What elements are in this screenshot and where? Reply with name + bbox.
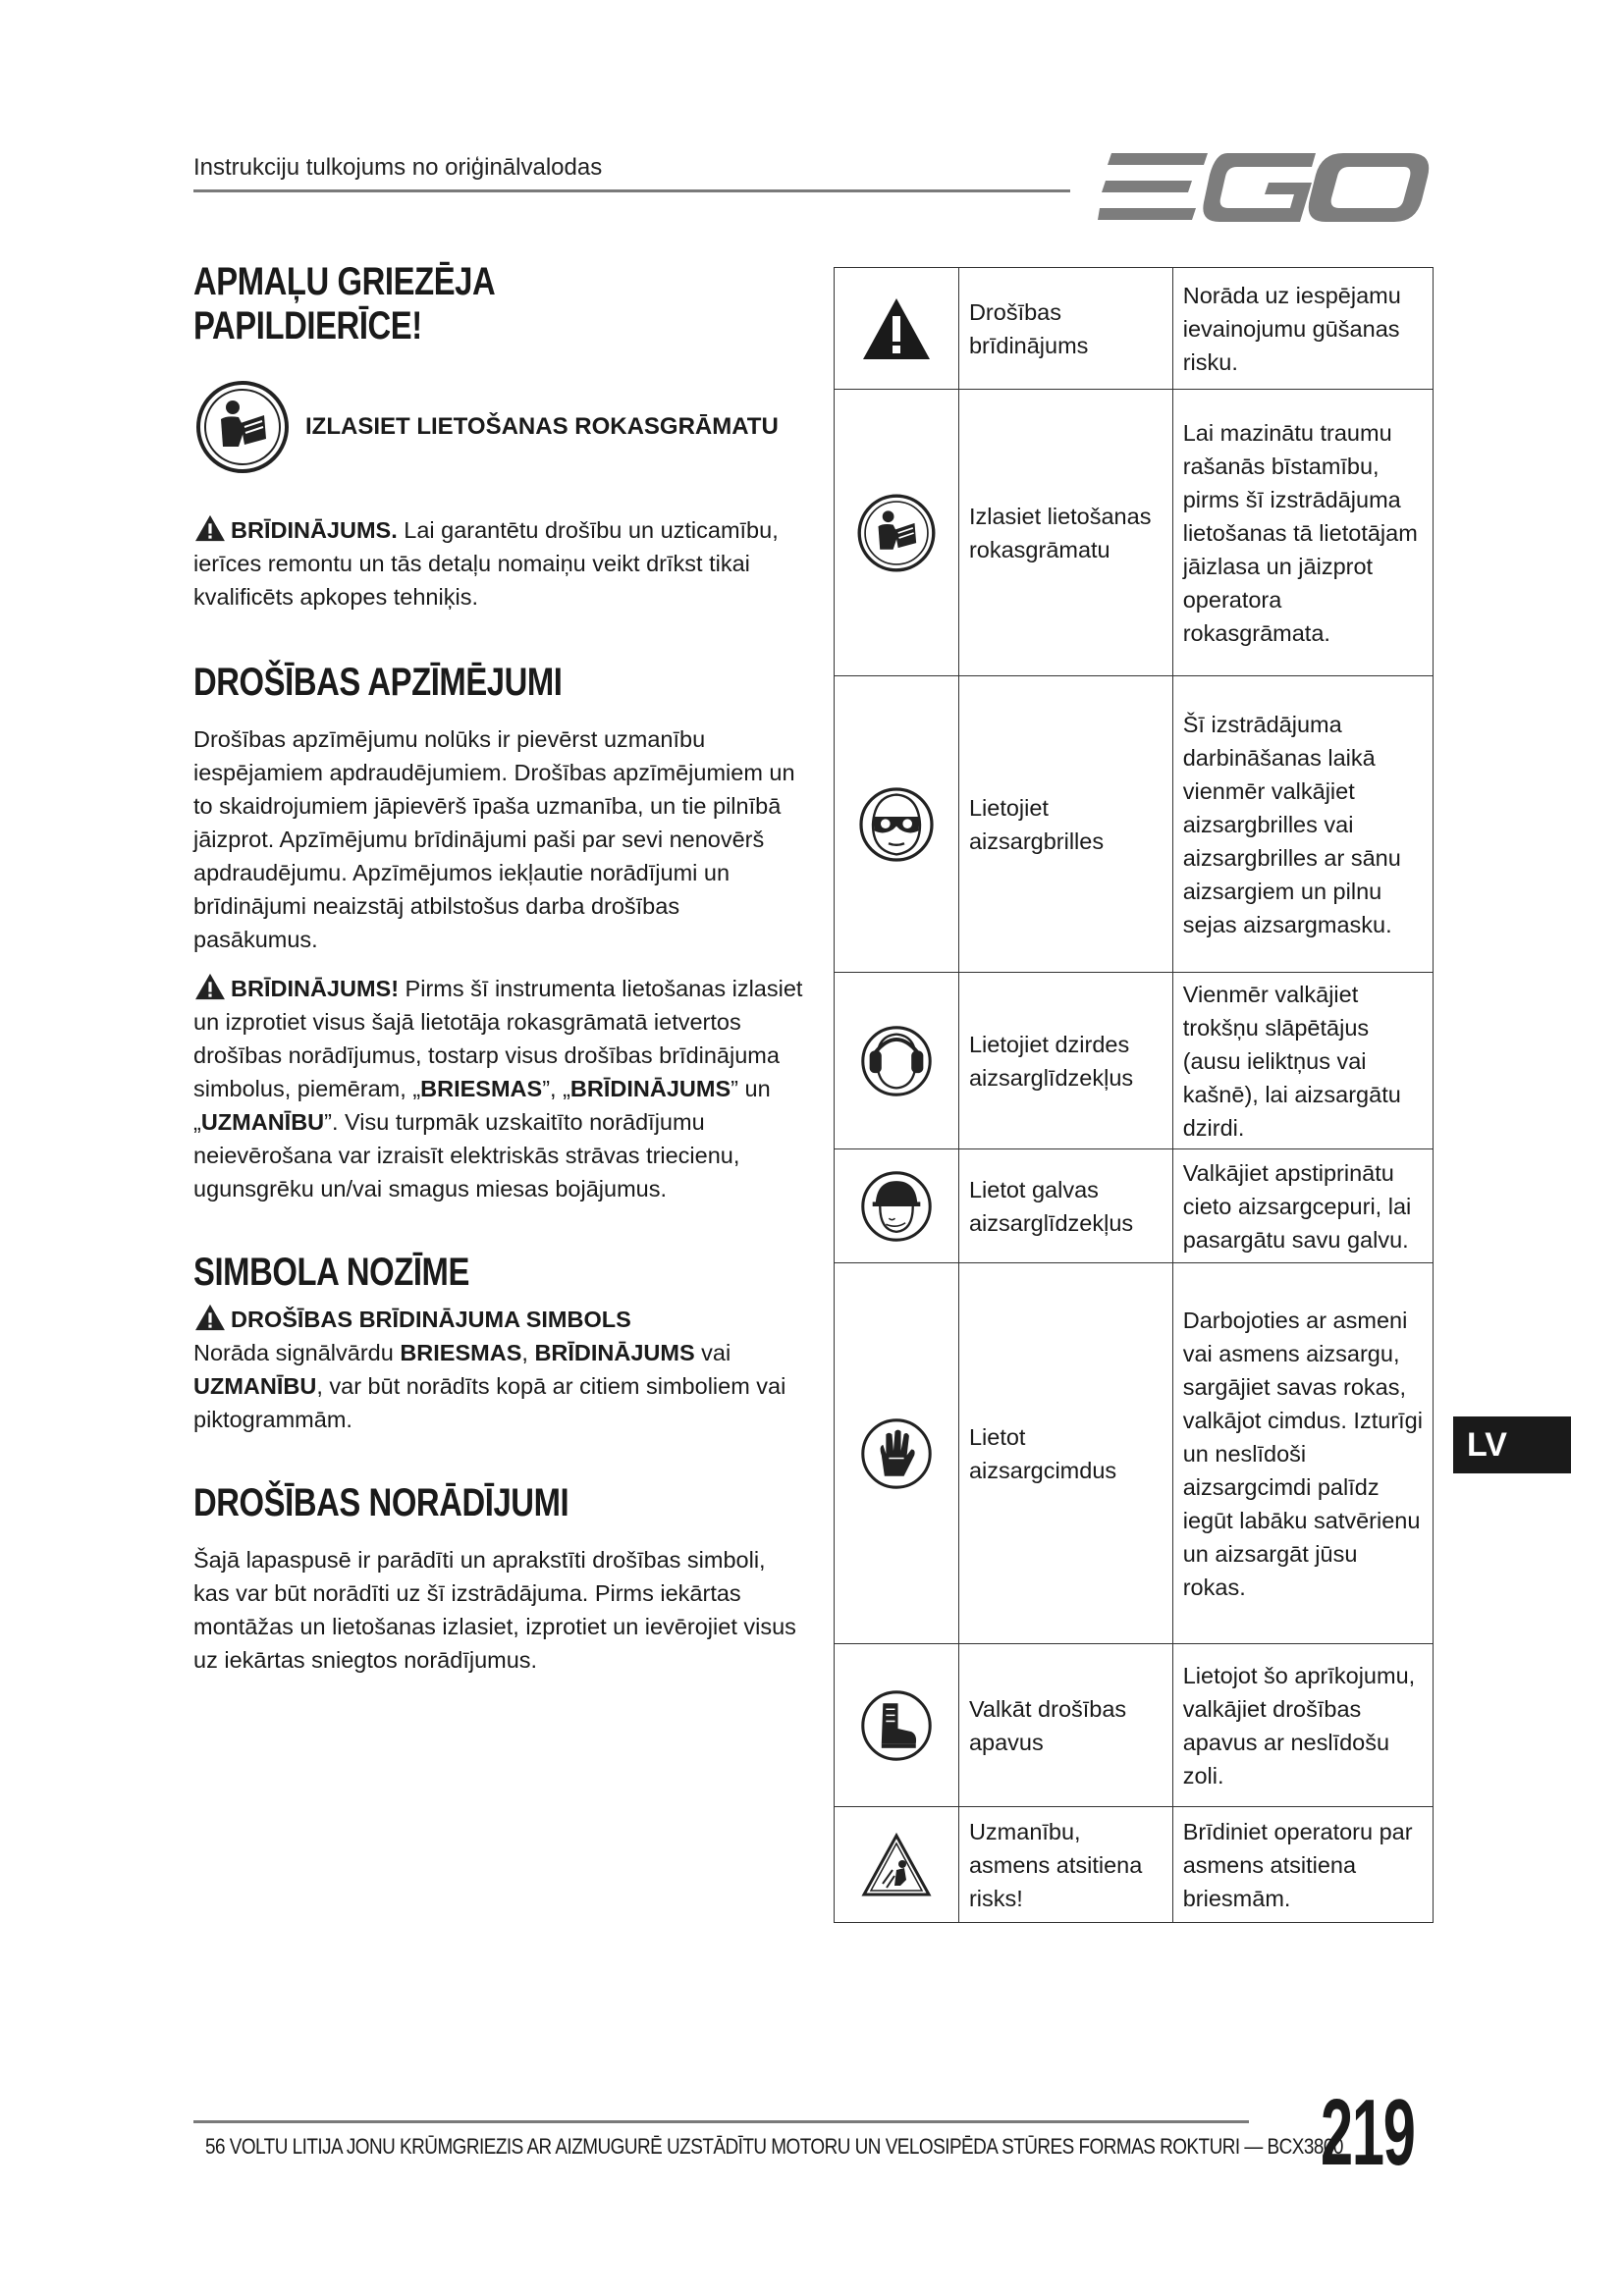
table-row: Valkāt drošības apavus Lietojot šo aprīkojumu, valkājiet drošības apavus ar neslīdošu zoli.: [835, 1644, 1434, 1807]
table-row: Uzmanību, asmens atsitiena risks! Brīdiniet operatoru par asmens atsitiena briesmām.: [835, 1807, 1434, 1923]
footer-rule: [193, 2120, 1249, 2123]
table-row: Drošības brīdinājums Norāda uz iespējamu ievainojumu gūšanas risku.: [835, 268, 1434, 390]
gloves-icon: [859, 1416, 934, 1491]
read-manual-icon: [193, 378, 292, 476]
trimmer-warning: BRĪDINĀJUMS. Lai garantētu drošību un uzticamību, ierīces remontu un tās detaļu nomaiņu veikt drīkst tikai kvalificēts apkopes tehniķis.: [193, 513, 807, 614]
left-column: [193, 260, 807, 1677]
ear-protection-icon: [859, 1024, 934, 1098]
table-row: Lietojiet aizsargbrilles Šī izstrādājuma darbināšanas laikā vienmēr valkājiet aizsargbrilles vai aizsargbrilles ar sānu aizsargiem un pilnu sejas aizsargmasku.: [835, 676, 1434, 973]
table-row: Lietojiet dzirdes aizsarglīdzekļus Vienmēr valkājiet trokšņu slāpētājus (ausu ieliktņus vai kašnē), lai aizsargātu dzirdi.: [835, 973, 1434, 1149]
page-number: 219: [1321, 2080, 1415, 2185]
warning-triangle-icon: [861, 296, 932, 361]
read-manual-label: IZLASIET LIETOŠANAS ROKASGRĀMATU: [305, 413, 779, 440]
blade-thrust-icon: [861, 1833, 932, 1897]
safety-glasses-icon: [857, 785, 936, 864]
section-title-safety-instructions: DROŠĪBAS NORĀDĪJUMI: [193, 1481, 569, 1524]
section-title-symbol-meaning: SIMBOLA NOZĪME: [193, 1251, 469, 1294]
ego-logo: [1098, 147, 1432, 228]
section-title-safety-symbols: DROŠĪBAS APZĪMĒJUMI: [193, 661, 563, 704]
language-tab: LV: [1453, 1416, 1571, 1473]
safety-boots-icon: [859, 1688, 934, 1763]
safety-symbols-para: Drošības apzīmējumu nolūks ir pievērst uzmanību iespējamiem apdraudējumiem. Drošības apzīmējumiem un to skaidrojumiem jāpievērš īpaša uzmanība, un tie pilnībā jāizprot. Apzīmējumu brīdinājumi paši par sevi nenovērš apdraudējumu. Apzīmējumos iekļautie norādījumi un brīdinājumi neaizstāj atbilstošus darba drošības pasākumus.: [193, 726, 795, 952]
warning-triangle-icon: [193, 1304, 227, 1331]
header-rule: [193, 189, 1070, 192]
section-title-trimmer: APMAĻU GRIEZĒJA PAPILDIERĪCE!: [193, 260, 495, 347]
warning-triangle-icon: [193, 973, 227, 1000]
safety-warning: BRĪDINĀJUMS! Pirms šī instrumenta lietošanas izlasiet un izprotiet visus šajā lietotāja rokasgrāmatā ietvertos drošības norādījumus, tostarp visus drošības brīdinājuma simbolus, piemēram, „BRIESMAS”, „BRĪDINĀJUMS” un „UZMANĪBU”. Visu turpmāk uzskaitīto norādījumu neievērošana var izraisīt elektriskās strāvas triecienu, ugunsgrēku un/vai smagus miesas bojājumus.: [193, 972, 807, 1205]
read-manual-row: [193, 378, 807, 476]
table-row: Izlasiet lietošanas rokasgrāmatu Lai mazinātu traumu rašanās bīstamību, pirms šī izstrādājuma lietošanas tā lietotājam jāizlasa un jāizprot operatora rokasgrāmata.: [835, 390, 1434, 676]
safety-symbol-table: [834, 267, 1434, 1923]
symbol-meaning-para: DROŠĪBAS BRĪDINĀJUMA SIMBOLS Norāda signālvārdu BRIESMAS, BRĪDINĀJUMS vai UZMANĪBU, var būt norādīts kopā ar citiem simboliem vai piktogrammām.: [193, 1303, 807, 1436]
header-text: Instrukciju tulkojums no oriģinālvalodas: [193, 154, 603, 181]
footer-text: 56 VOLTU LITIJA JONU KRŪMGRIEZIS AR AIZMUGURĒ UZSTĀDĪTU MOTORU UN VELOSIPĒDA STŪRES FORMAS ROKTURI — BCX3800: [205, 2134, 1343, 2159]
warning-triangle-icon: [193, 514, 227, 542]
safety-instructions-para: Šajā lapaspusē ir parādīti un aprakstīti drošības simboli, kas var būt norādīti uz šī izstrādājuma. Pirms iekārtas montāžas un lietošanas izlasiet, izprotiet un ievērojiet visus uz iekārtas sniegtos norādījumus.: [193, 1547, 796, 1673]
table-row: Lietot galvas aizsarglīdzekļus Valkājiet apstiprinātu cieto aizsargcepuri, lai pasargātu savu galvu.: [835, 1149, 1434, 1263]
read-manual-icon: [855, 492, 938, 574]
table-row: Lietot aizsargcimdus Darbojoties ar asmeni vai asmens aizsargu, sargājiet savas rokas, valkājot cimdus. Izturīgi un neslīdoši aizsargcimdi palīdz iegūt labāku satvērienu un aizsargāt jūsu rokas.: [835, 1263, 1434, 1644]
head-protection-icon: [859, 1169, 934, 1244]
